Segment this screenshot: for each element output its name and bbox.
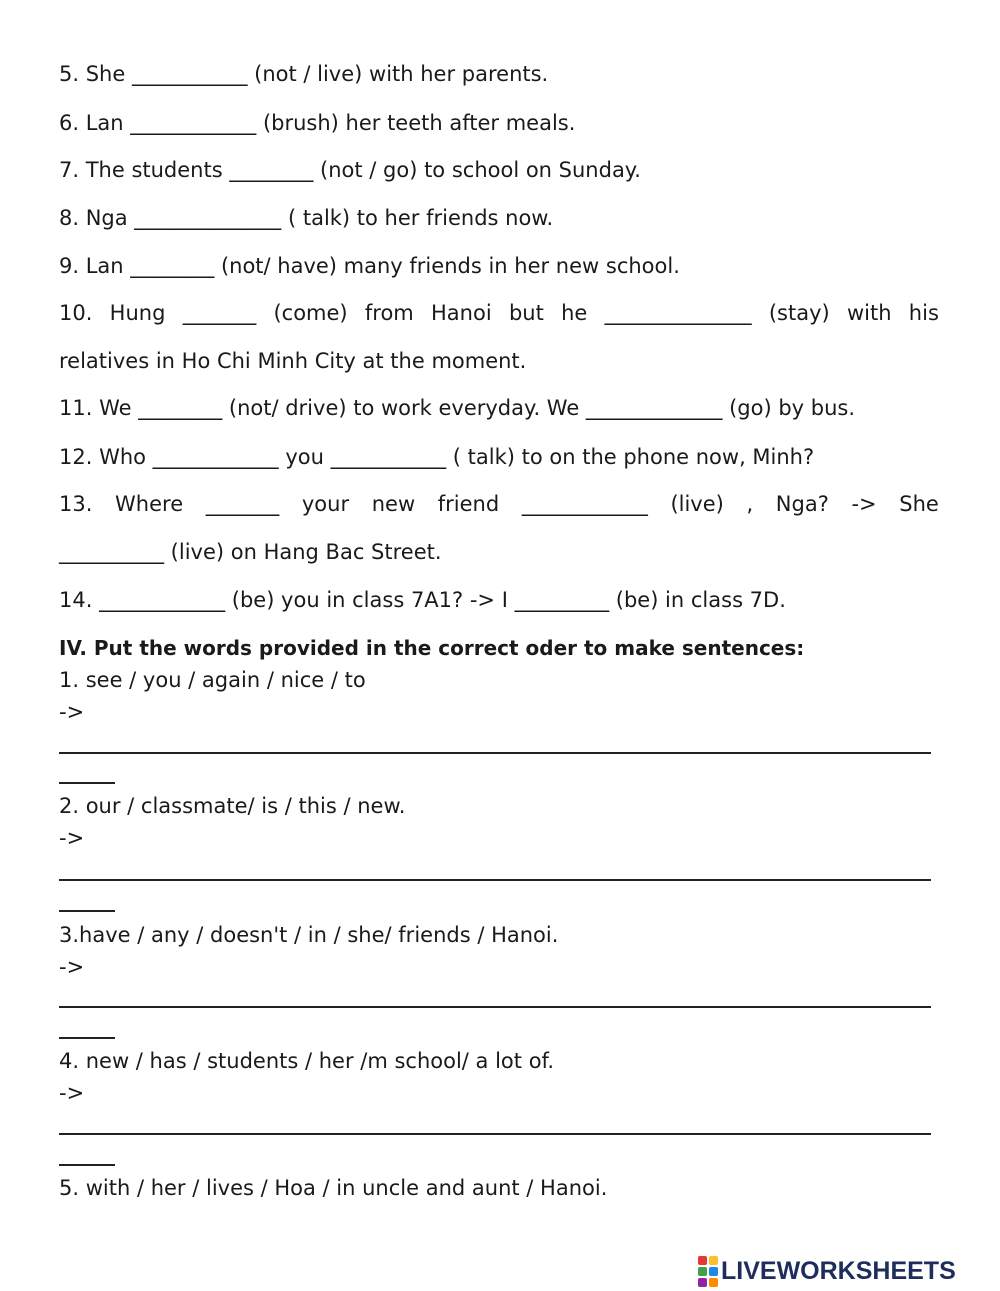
- answer-line-stub: [59, 782, 115, 784]
- logo-block: [698, 1256, 707, 1265]
- word: (live): [670, 492, 724, 516]
- question-7: 7. The students ________ (not / go) to school on Sunday.: [59, 158, 641, 182]
- exercise-4-item-1-arrow: ->: [59, 700, 85, 724]
- word: 13.: [59, 492, 93, 516]
- answer-line[interactable]: [59, 1006, 931, 1008]
- answer-line-stub: [59, 1037, 115, 1039]
- exercise-4-item-2-prompt: 2. our / classmate/ is / this / new.: [59, 794, 406, 818]
- word: Where: [115, 492, 184, 516]
- logo-block: [709, 1256, 718, 1265]
- answer-line[interactable]: [59, 1133, 931, 1135]
- question-10-line-1: [59, 303, 939, 324]
- exercise-4-item-5-prompt: 5. with / her / lives / Hoa / in uncle and aunt / Hanoi.: [59, 1176, 608, 1200]
- logo-block: [709, 1267, 718, 1276]
- liveworksheets-logo-icon: [698, 1256, 718, 1287]
- liveworksheets-logo: [698, 1256, 956, 1287]
- question-6: 6. Lan ____________ (brush) her teeth after meals.: [59, 111, 576, 135]
- exercise-4-item-3-arrow: ->: [59, 955, 85, 979]
- word: ,: [746, 492, 754, 516]
- word: She: [899, 492, 939, 516]
- word: Hanoi: [431, 301, 492, 325]
- word: (come): [273, 301, 348, 325]
- answer-blank: _______: [205, 492, 280, 516]
- exercise-4-item-3-prompt: 3.have / any / doesn't / in / she/ friends / Hanoi.: [59, 923, 559, 947]
- question-8: 8. Nga ______________ ( talk) to her friends now.: [59, 206, 554, 230]
- answer-line[interactable]: [59, 879, 931, 881]
- word: he: [561, 301, 588, 325]
- question-10-line-2: relatives in Ho Chi Minh City at the moment.: [59, 349, 527, 373]
- exercise-4-item-2-arrow: ->: [59, 826, 85, 850]
- word: but: [508, 301, 544, 325]
- logo-block: [698, 1278, 707, 1287]
- word: with: [846, 301, 892, 325]
- answer-line-stub: [59, 1164, 115, 1166]
- question-9: 9. Lan ________ (not/ have) many friends in her new school.: [59, 254, 680, 278]
- logo-block: [709, 1278, 718, 1287]
- question-11: 11. We ________ (not/ drive) to work everyday. We _____________ (go) by bus.: [59, 396, 856, 420]
- answer-blank: ______________: [604, 301, 752, 325]
- question-13-line-1: [59, 494, 939, 515]
- word: your: [301, 492, 350, 516]
- question-13-line-2: __________ (live) on Hang Bac Street.: [59, 540, 442, 564]
- exercise-4-item-1-prompt: 1. see / you / again / nice / to: [59, 668, 366, 692]
- question-14: 14. ____________ (be) you in class 7A1? -> I _________ (be) in class 7D.: [59, 588, 786, 612]
- answer-line[interactable]: [59, 752, 931, 754]
- word: friend: [437, 492, 500, 516]
- word: Hung: [109, 301, 166, 325]
- exercise-4-item-4-arrow: ->: [59, 1081, 85, 1105]
- logo-text: LIVEWORKSHEETS: [721, 1257, 956, 1285]
- word: from: [364, 301, 414, 325]
- word: 10.: [59, 301, 93, 325]
- logo-block: [698, 1267, 707, 1276]
- word: his: [908, 301, 939, 325]
- word: new: [371, 492, 416, 516]
- exercise-4-item-4-prompt: 4. new / has / students / her /m school/ a lot of.: [59, 1049, 555, 1073]
- arrow: ->: [851, 492, 877, 516]
- section-heading: IV. Put the words provided in the correct oder to make sentences:: [59, 636, 805, 660]
- question-5: 5. She ___________ (not / live) with her parents.: [59, 62, 549, 86]
- question-12: 12. Who ____________ you ___________ ( talk) to on the phone now, Minh?: [59, 445, 815, 469]
- word: Nga?: [775, 492, 829, 516]
- word: (stay): [768, 301, 830, 325]
- answer-blank: _______: [182, 301, 257, 325]
- answer-blank: ____________: [521, 492, 648, 516]
- answer-line-stub: [59, 910, 115, 912]
